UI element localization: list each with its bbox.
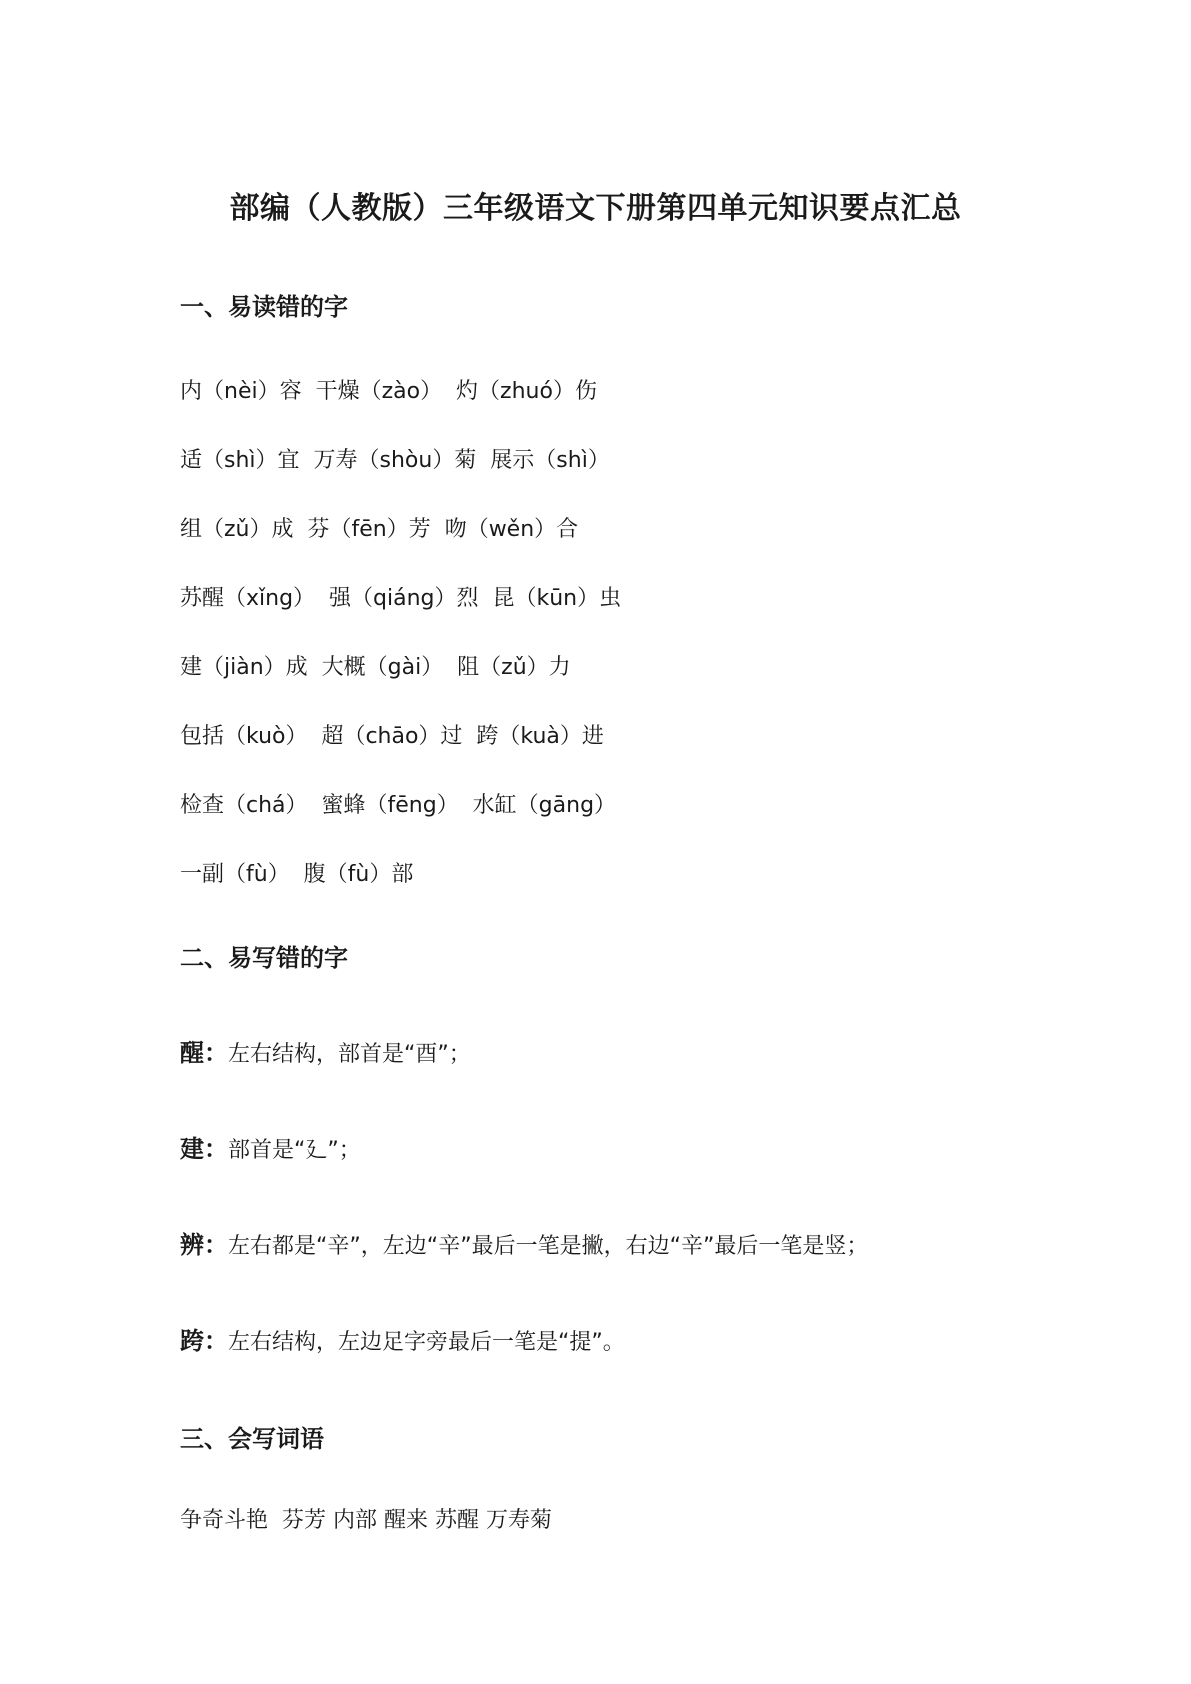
section-heading-easy-miswrite: 二、易写错的字 (180, 944, 348, 972)
pinyin-line: 检查（chá） 蜜蜂（fēng） 水缸（gāng） (180, 793, 617, 818)
rule-text: 左右结构，左边足字旁最后一笔是“提”。 (228, 1330, 625, 1355)
writing-rule-item (180, 1129, 361, 1164)
rule-text: 部首是“廴”； (228, 1138, 361, 1163)
section-heading-vocabulary: 三、会写词语 (180, 1425, 324, 1453)
rule-character: 跨： (180, 1327, 228, 1355)
rule-text: 左右结构，部首是“酉”； (228, 1042, 471, 1067)
pinyin-line: 建（jiàn）成 大概（gài） 阻（zǔ）力 (180, 655, 571, 680)
rule-character: 建： (180, 1135, 228, 1163)
writing-rule-item (180, 1321, 625, 1356)
rule-character: 辨： (180, 1231, 228, 1259)
document-title: 部编（人教版）三年级语文下册第四单元知识要点汇总 (229, 191, 962, 226)
pinyin-line: 内（nèi）容 干燥（zào） 灼（zhuó）伤 (180, 379, 597, 404)
rule-character: 醒： (180, 1039, 228, 1067)
section-heading-easy-misread: 一、易读错的字 (180, 293, 348, 321)
rule-text: 左右都是“辛”，左边“辛”最后一笔是撇，右边“辛”最后一笔是竖； (228, 1234, 869, 1259)
pinyin-line: 包括（kuò） 超（chāo）过 跨（kuà）进 (180, 724, 604, 749)
pinyin-line: 一副（fù） 腹（fù）部 (180, 862, 414, 887)
vocabulary-line: 争奇斗艳 芬芳 内部 醒来 苏醒 万寿菊 (180, 1508, 552, 1533)
pinyin-line: 苏醒（xǐng） 强（qiáng）烈 昆（kūn）虫 (180, 586, 622, 611)
writing-rule-item (180, 1033, 471, 1068)
pinyin-line: 组（zǔ）成 芬（fēn）芳 吻（wěn）合 (180, 517, 579, 542)
pinyin-line: 适（shì）宜 万寿（shòu）菊 展示（shì） (180, 448, 610, 473)
writing-rule-item (180, 1225, 868, 1260)
